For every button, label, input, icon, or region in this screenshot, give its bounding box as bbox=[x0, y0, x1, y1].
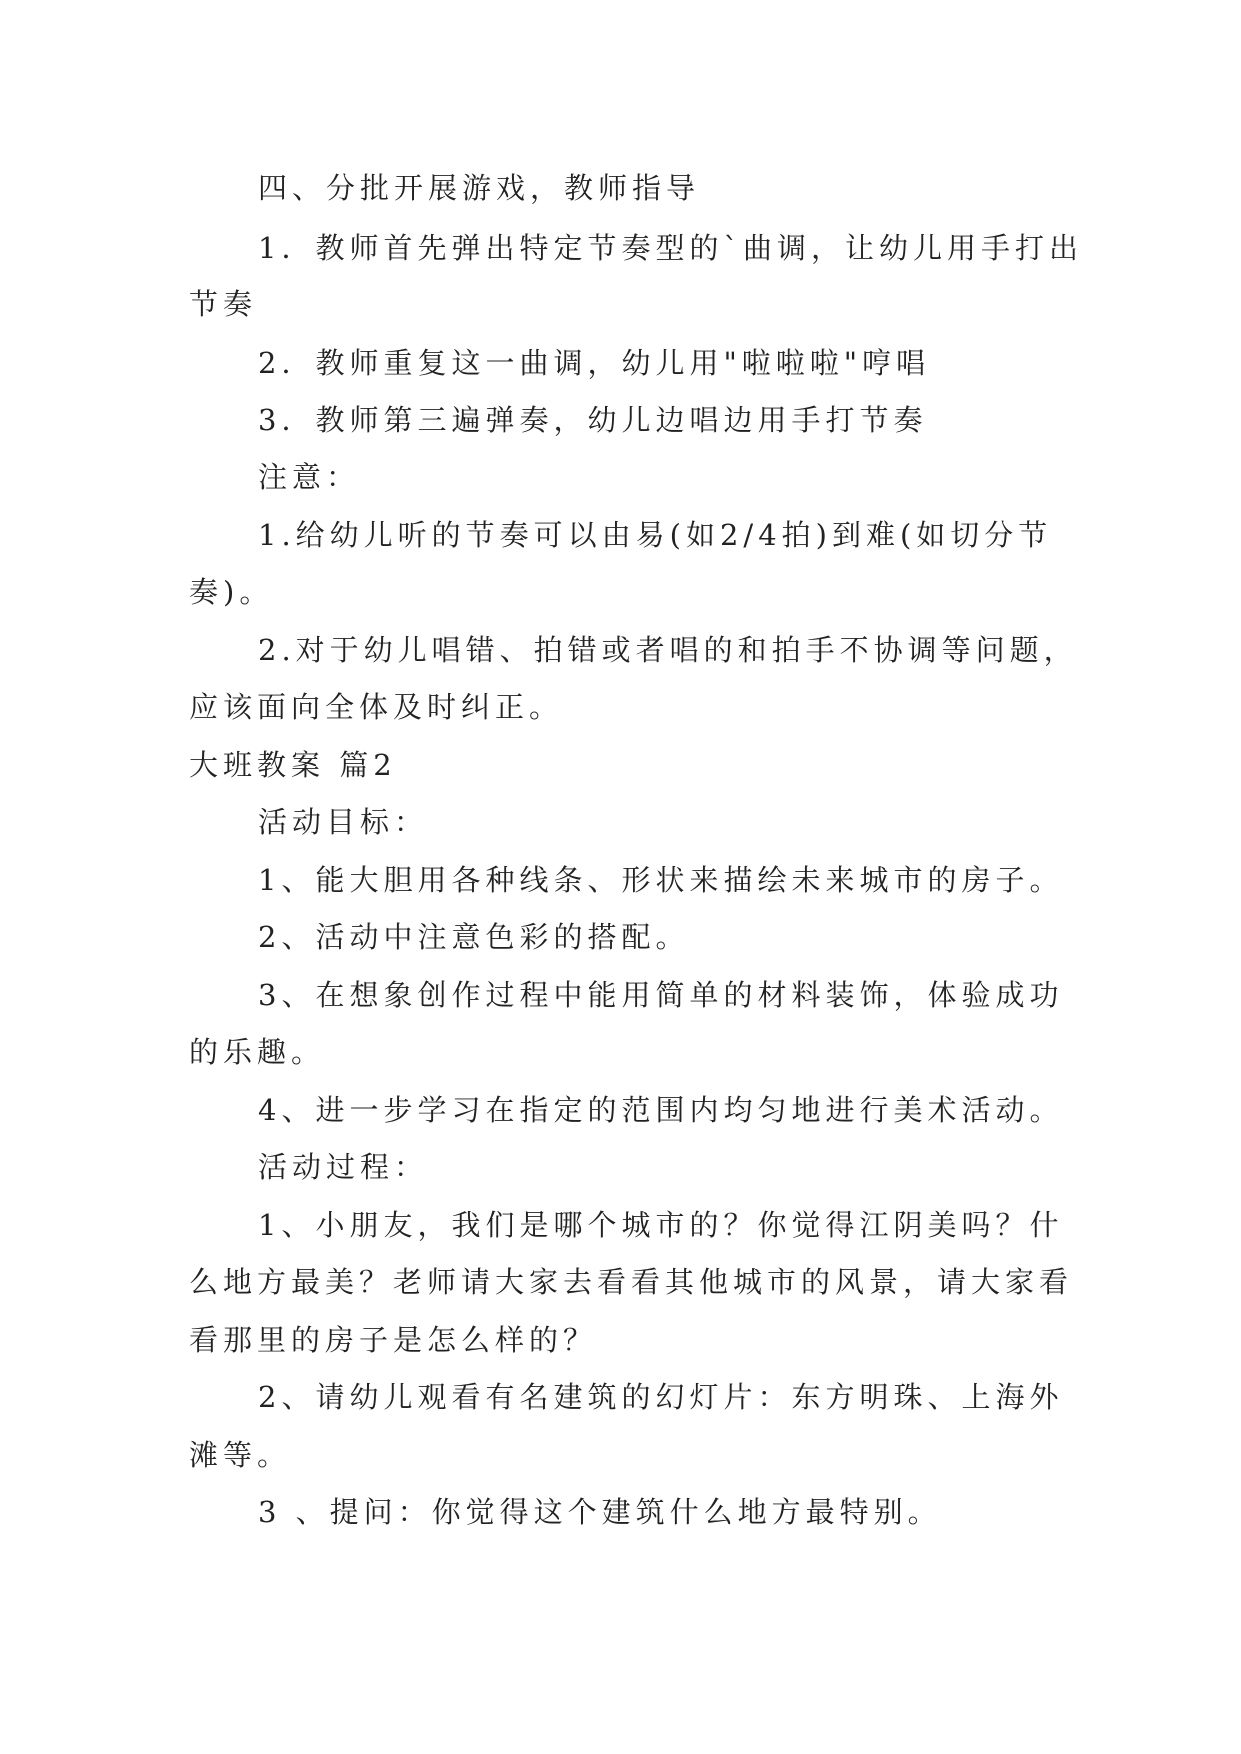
paragraph-line: 么地方最美？老师请大家去看看其他城市的风景，请大家看 bbox=[189, 1265, 1074, 1299]
paragraph-line: 1．教师首先弹出特定节奏型的`曲调，让幼儿用手打出 bbox=[258, 231, 1083, 265]
paragraph-line: 4、进一步学习在指定的范围内均匀地进行美术活动。 bbox=[258, 1093, 1064, 1127]
paragraph-line: 活动目标： bbox=[258, 805, 429, 839]
paragraph-line: 2、请幼儿观看有名建筑的幻灯片：东方明珠、上海外 bbox=[258, 1380, 1064, 1414]
paragraph-line: 看那里的房子是怎么样的？ bbox=[189, 1323, 598, 1357]
paragraph-line: 3 、提问：你觉得这个建筑什么地方最特别。 bbox=[258, 1495, 942, 1529]
paragraph-line: 滩等。 bbox=[189, 1438, 292, 1472]
paragraph-line: 1、小朋友，我们是哪个城市的？你觉得江阴美吗？什 bbox=[258, 1208, 1064, 1242]
section-title: 大班教案 篇2 bbox=[189, 748, 397, 782]
paragraph-line: 注意： bbox=[258, 460, 361, 494]
paragraph-line: 2、活动中注意色彩的搭配。 bbox=[258, 920, 690, 954]
section-heading: 四、分批开展游戏，教师指导 bbox=[258, 171, 701, 205]
paragraph-line: 的乐趣。 bbox=[189, 1035, 326, 1069]
paragraph-line: 1.给幼儿听的节奏可以由易(如2/4拍)到难(如切分节 bbox=[258, 518, 1053, 552]
paragraph-line: 1、能大胆用各种线条、形状来描绘未来城市的房子。 bbox=[258, 863, 1064, 897]
paragraph-line: 节奏 bbox=[189, 287, 258, 321]
paragraph-line: 2．教师重复这一曲调，幼儿用"啦啦啦"哼唱 bbox=[258, 346, 931, 380]
paragraph-line: 奏)。 bbox=[189, 575, 274, 609]
paragraph-line: 3．教师第三遍弹奏，幼儿边唱边用手打节奏 bbox=[258, 403, 928, 437]
paragraph-line: 应该面向全体及时纠正。 bbox=[189, 690, 564, 724]
paragraph-line: 2.对于幼儿唱错、拍错或者唱的和拍手不协调等问题， bbox=[258, 633, 1078, 667]
paragraph-line: 3、在想象创作过程中能用简单的材料装饰，体验成功 bbox=[258, 978, 1064, 1012]
paragraph-line: 活动过程： bbox=[258, 1150, 429, 1184]
